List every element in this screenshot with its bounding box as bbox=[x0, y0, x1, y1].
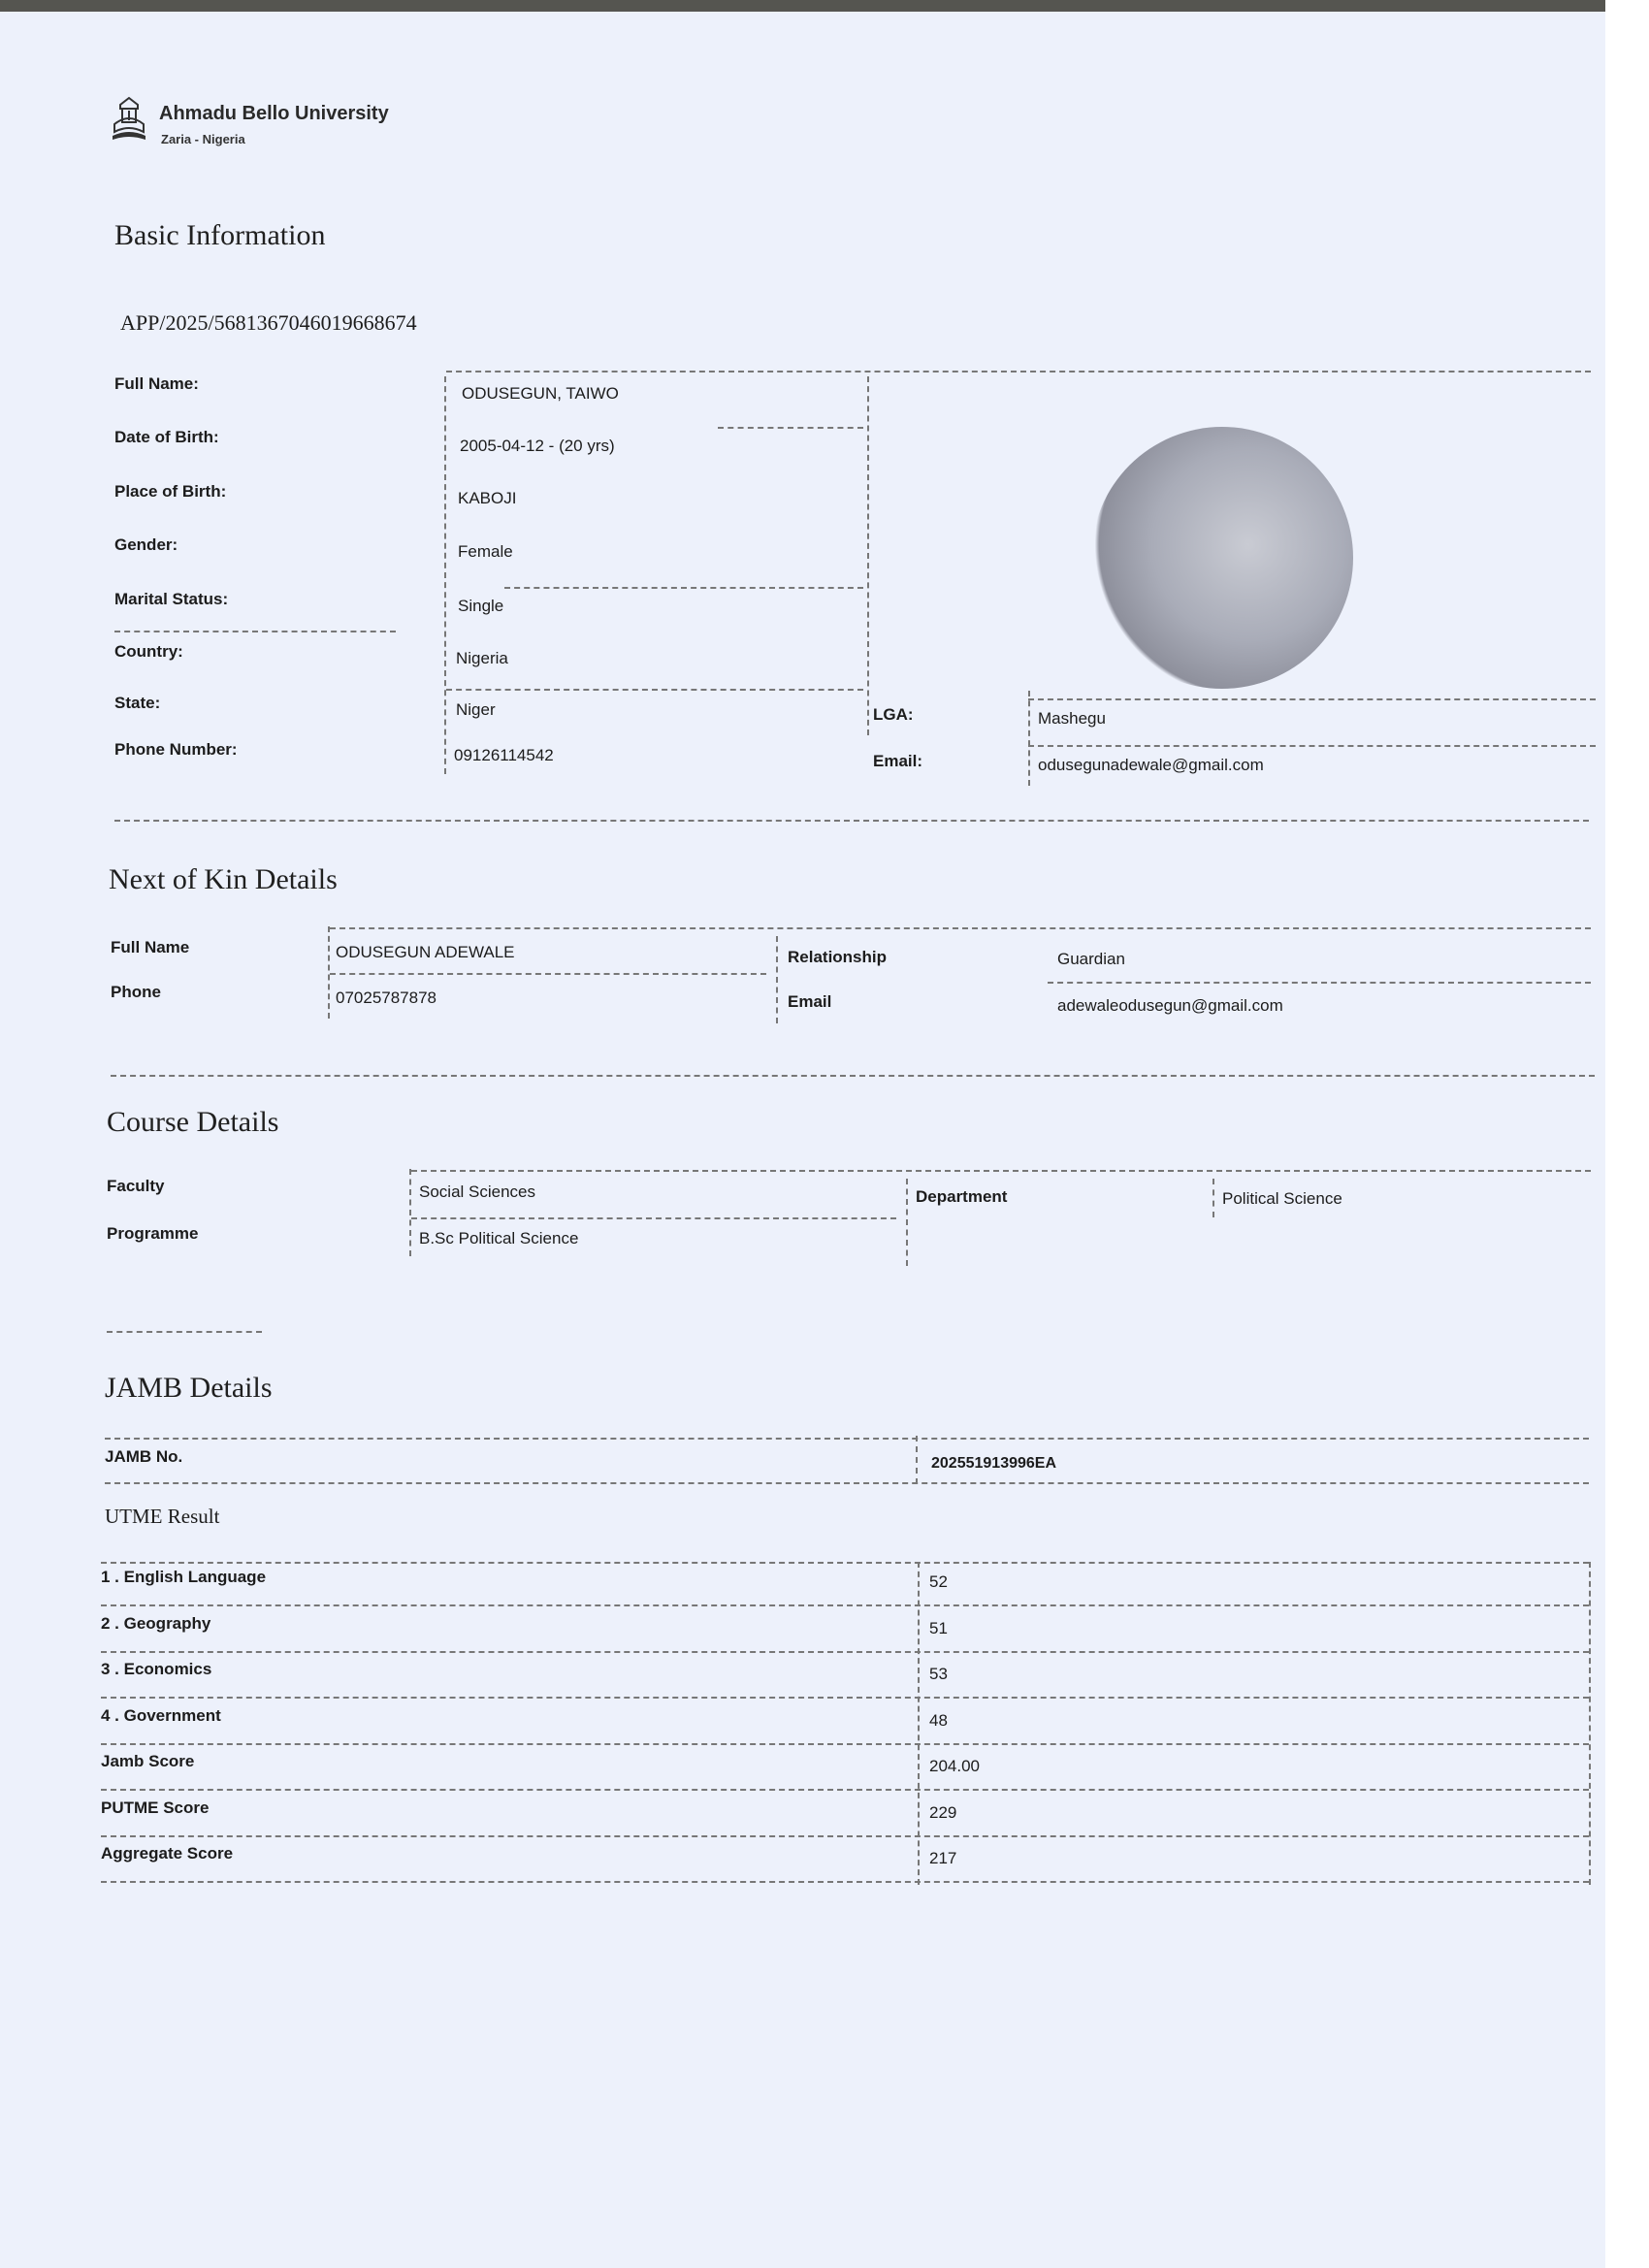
value-state: Niger bbox=[456, 700, 496, 719]
label-state: State: bbox=[114, 694, 161, 712]
value-faculty: Social Sciences bbox=[419, 1183, 536, 1201]
university-crest-icon bbox=[109, 95, 149, 144]
document-page bbox=[0, 12, 1605, 2268]
utme-row-divider bbox=[101, 1743, 1589, 1745]
label-kin-email: Email bbox=[788, 992, 832, 1011]
value-email: odusegunadewale@gmail.com bbox=[1038, 756, 1264, 774]
utme-row-value: 204.00 bbox=[929, 1757, 980, 1775]
label-kin-phone: Phone bbox=[111, 983, 161, 1001]
section-title-next-of-kin: Next of Kin Details bbox=[109, 863, 338, 895]
value-country: Nigeria bbox=[456, 649, 508, 667]
utme-row-label: 4 . Government bbox=[101, 1706, 221, 1725]
label-place-of-birth: Place of Birth: bbox=[114, 482, 227, 501]
value-jamb-number: 202551913996EA bbox=[931, 1455, 1057, 1472]
section-title-jamb: JAMB Details bbox=[105, 1372, 273, 1404]
utme-row-divider bbox=[101, 1604, 1589, 1606]
value-kin-email: adewaleodusegun@gmail.com bbox=[1057, 996, 1283, 1015]
utme-table-top-border bbox=[101, 1562, 1589, 1564]
value-kin-relationship: Guardian bbox=[1057, 950, 1125, 968]
label-date-of-birth: Date of Birth: bbox=[114, 428, 219, 446]
utme-row-divider bbox=[101, 1835, 1589, 1837]
label-email: Email: bbox=[873, 752, 923, 770]
scan-right-edge bbox=[1605, 0, 1649, 2268]
label-marital-status: Marital Status: bbox=[114, 590, 229, 608]
utme-row-label: 3 . Economics bbox=[101, 1660, 212, 1678]
utme-row-value: 51 bbox=[929, 1619, 948, 1637]
section-title-basic: Basic Information bbox=[114, 219, 326, 251]
label-gender: Gender: bbox=[114, 535, 178, 554]
value-programme: B.Sc Political Science bbox=[419, 1229, 579, 1247]
university-location: Zaria - Nigeria bbox=[161, 132, 245, 146]
value-kin-full-name: ODUSEGUN ADEWALE bbox=[336, 943, 515, 961]
label-jamb-number: JAMB No. bbox=[105, 1447, 183, 1466]
utme-row-value: 217 bbox=[929, 1849, 957, 1867]
section-title-course: Course Details bbox=[107, 1106, 279, 1138]
value-place-of-birth: KABOJI bbox=[458, 489, 517, 507]
label-faculty: Faculty bbox=[107, 1177, 165, 1195]
utme-row-value: 52 bbox=[929, 1572, 948, 1591]
value-lga: Mashegu bbox=[1038, 709, 1106, 728]
label-full-name: Full Name: bbox=[114, 374, 199, 393]
value-gender: Female bbox=[458, 542, 513, 561]
label-programme: Programme bbox=[107, 1224, 199, 1243]
utme-row-value: 48 bbox=[929, 1711, 948, 1730]
value-phone-number: 09126114542 bbox=[454, 746, 554, 764]
label-kin-relationship: Relationship bbox=[788, 948, 888, 966]
utme-row-value: 53 bbox=[929, 1665, 948, 1683]
value-marital-status: Single bbox=[458, 597, 504, 615]
utme-row-divider bbox=[101, 1697, 1589, 1699]
utme-table-right-border bbox=[1589, 1562, 1591, 1885]
application-number: APP/2025/5681367046019668674 bbox=[120, 310, 417, 335]
value-kin-phone: 07025787878 bbox=[336, 988, 437, 1007]
university-name: Ahmadu Bello University bbox=[159, 103, 389, 124]
utme-table-column-divider bbox=[918, 1562, 920, 1885]
value-full-name: ODUSEGUN, TAIWO bbox=[462, 384, 619, 403]
scan-top-edge bbox=[0, 0, 1649, 12]
utme-row-label: Aggregate Score bbox=[101, 1844, 234, 1863]
utme-row-divider bbox=[101, 1881, 1589, 1883]
utme-row-divider bbox=[101, 1789, 1589, 1791]
label-lga: LGA: bbox=[873, 705, 914, 724]
label-phone-number: Phone Number: bbox=[114, 740, 238, 759]
utme-result-title: UTME Result bbox=[105, 1505, 220, 1528]
utme-row-label: 2 . Geography bbox=[101, 1614, 211, 1633]
utme-row-label: 1 . English Language bbox=[101, 1568, 267, 1586]
utme-row-label: Jamb Score bbox=[101, 1752, 195, 1770]
utme-row-value: 229 bbox=[929, 1803, 957, 1822]
value-department: Political Science bbox=[1222, 1189, 1342, 1208]
label-department: Department bbox=[916, 1187, 1008, 1206]
value-date-of-birth: 2005-04-12 - (20 yrs) bbox=[460, 437, 615, 455]
label-country: Country: bbox=[114, 642, 183, 661]
utme-row-label: PUTME Score bbox=[101, 1798, 210, 1817]
label-kin-full-name: Full Name bbox=[111, 938, 190, 956]
applicant-photo bbox=[1091, 427, 1353, 689]
utme-row-divider bbox=[101, 1651, 1589, 1653]
